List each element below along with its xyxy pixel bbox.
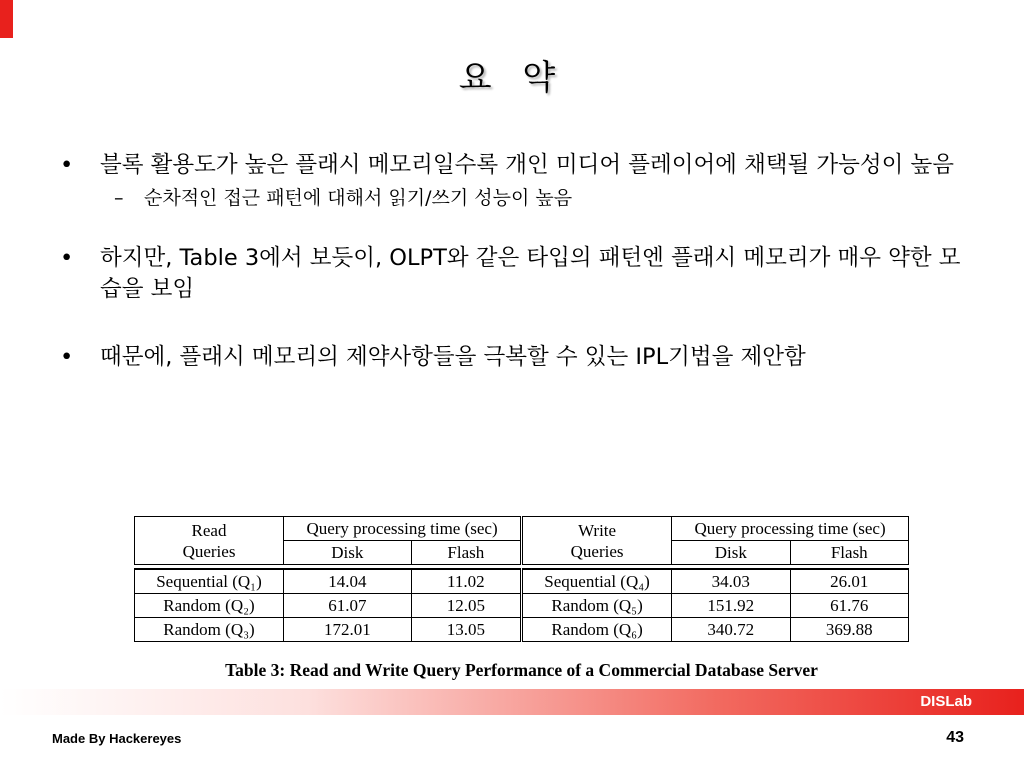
table-row	[135, 569, 909, 594]
row-read-flash: 11.02	[411, 569, 521, 594]
row-read-flash: 12.05	[411, 594, 521, 618]
row-read-disk: 14.04	[284, 569, 412, 594]
table-caption: Table 3: Read and Write Query Performance of a Commercial Database Server	[225, 660, 818, 680]
sub-bullet-text: 순차적인 접근 패턴에 대해서 읽기/쓰기 성능이 높음	[144, 187, 573, 209]
performance-table	[134, 516, 909, 642]
row-read-disk: 172.01	[284, 618, 412, 642]
footer-author: Made By Hackereyes	[52, 731, 182, 746]
header-write-queries	[522, 517, 672, 565]
bullet-list	[60, 150, 970, 373]
row-read-disk: 61.07	[284, 594, 412, 618]
header-flash: Flash	[411, 541, 521, 565]
row-read-label: Random (Q₂)	[135, 594, 284, 618]
header-query-time-write: Query processing time (sec)	[672, 517, 909, 541]
bullet-text: 하지만, Table 3에서 보듯이, OLPT와 같은 타입의 패턴엔 플래시 메모리가 매우 약한 모습을 보임	[100, 245, 961, 302]
table-row	[135, 618, 909, 642]
bullet-dot: •	[60, 152, 74, 178]
bullet-item	[60, 342, 970, 373]
accent-bar	[0, 0, 13, 38]
footer-band	[0, 689, 1024, 715]
header-disk: Disk	[672, 541, 790, 565]
header-read-line1: Read	[191, 520, 227, 540]
row-write-label: Random (Q₅)	[522, 594, 672, 618]
page-number: 43	[946, 729, 964, 746]
bullet-dot: •	[60, 245, 74, 271]
table-row	[135, 594, 909, 618]
row-read-label: Random (Q₃)	[135, 618, 284, 642]
row-write-flash: 26.01	[790, 569, 908, 594]
footer-lab-name: DISLab	[920, 693, 972, 710]
bullet-item	[60, 150, 970, 181]
header-disk: Disk	[284, 541, 412, 565]
sub-bullet-dash: –	[114, 187, 124, 209]
table-figure	[134, 516, 909, 681]
header-query-time-read: Query processing time (sec)	[284, 517, 522, 541]
header-write-line1: Write	[578, 520, 617, 540]
row-write-disk: 151.92	[672, 594, 790, 618]
slide-title: 요 약	[458, 58, 566, 98]
row-write-flash: 61.76	[790, 594, 908, 618]
header-flash: Flash	[790, 541, 908, 565]
row-write-label: Sequential (Q₄)	[522, 569, 672, 594]
table-header-row	[135, 517, 909, 541]
header-read-line2: Queries	[182, 541, 236, 561]
bullet-text: 블록 활용도가 높은 플래시 메모리일수록 개인 미디어 플레이어에 채택될 가능성이 높음	[100, 152, 954, 178]
bullet-item	[60, 243, 970, 305]
row-read-label: Sequential (Q₁)	[135, 569, 284, 594]
row-write-flash: 369.88	[790, 618, 908, 642]
bullet-dot: •	[60, 344, 74, 370]
row-write-label: Random (Q₆)	[522, 618, 672, 642]
header-read-queries	[135, 517, 284, 565]
header-write-line2: Queries	[570, 541, 624, 561]
row-write-disk: 340.72	[672, 618, 790, 642]
sub-bullet-item	[60, 183, 970, 213]
row-read-flash: 13.05	[411, 618, 521, 642]
bullet-text: 때문에, 플래시 메모리의 제약사항들을 극복할 수 있는 IPL기법을 제안함	[100, 344, 806, 370]
row-write-disk: 34.03	[672, 569, 790, 594]
